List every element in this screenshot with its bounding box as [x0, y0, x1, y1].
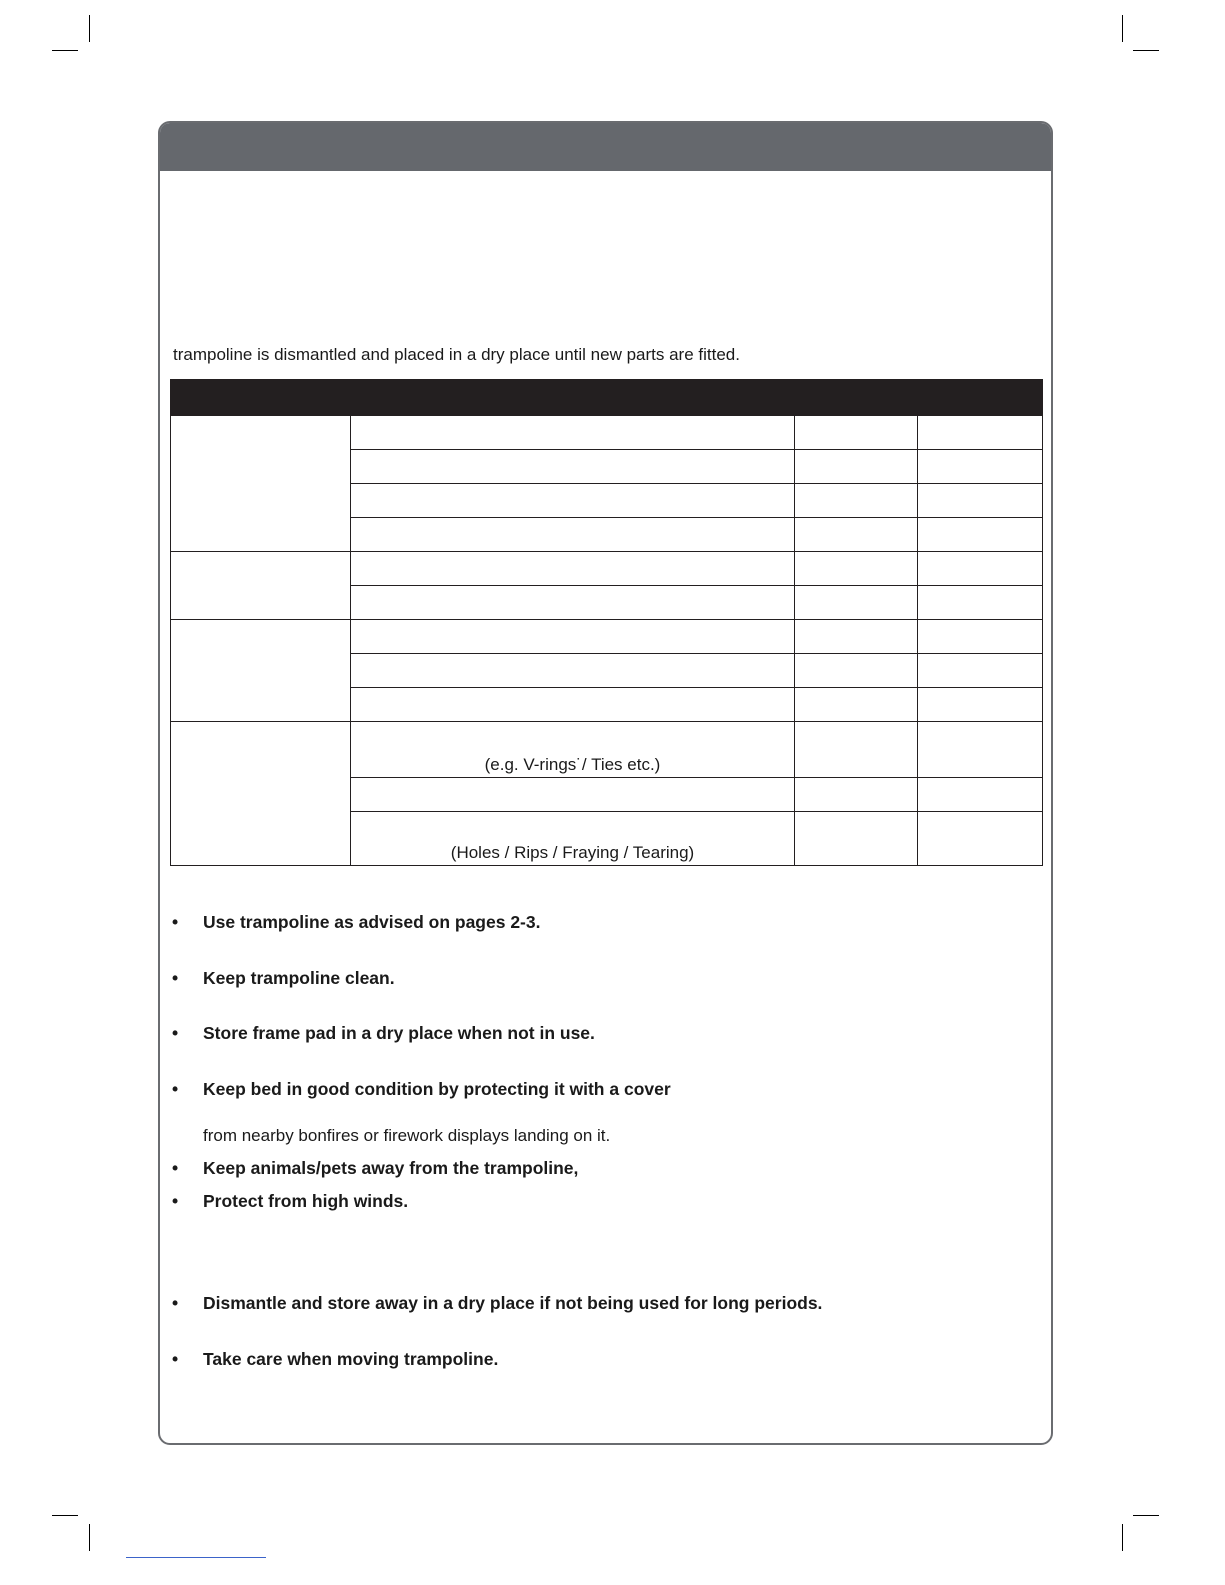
check-box-cell	[918, 484, 1043, 518]
check-box-cell	[795, 620, 918, 654]
check-box-cell	[795, 484, 918, 518]
bullet-marker: •	[172, 1158, 179, 1178]
list-item	[172, 1023, 595, 1044]
list-item-text: Use trampoline as advised on pages 2-3.	[203, 912, 541, 932]
bullet-marker: •	[172, 968, 179, 988]
table-header-cell	[918, 380, 1043, 416]
check-box-cell	[918, 518, 1043, 552]
table-row	[171, 620, 1043, 654]
table-row	[171, 552, 1043, 586]
bullet-marker: •	[172, 1023, 179, 1043]
check-box-cell	[795, 518, 918, 552]
check-box-cell	[795, 450, 918, 484]
check-item-cell	[351, 586, 795, 620]
check-item-cell	[351, 518, 795, 552]
check-box-cell	[795, 552, 918, 586]
list-item	[172, 912, 540, 933]
bullet-marker: •	[172, 1349, 179, 1369]
list-item	[172, 1191, 408, 1212]
bed-damage-note-cell: (Holes / Rips / Fraying / Tearing)	[351, 812, 795, 866]
crop-mark	[1122, 1524, 1123, 1551]
check-box-cell	[918, 586, 1043, 620]
table-header-cell	[795, 380, 918, 416]
crop-mark	[1133, 50, 1159, 51]
bullet-marker: •	[172, 1293, 179, 1313]
check-box-cell	[918, 416, 1043, 450]
continuation-text: from nearby bonfires or firework displays landing on it.	[203, 1126, 611, 1145]
list-item-text: Keep bed in good condition by protecting it with a cover	[203, 1079, 671, 1099]
check-box-cell	[918, 654, 1043, 688]
group-cell	[171, 620, 351, 722]
check-box-cell	[795, 778, 918, 812]
check-box-cell	[918, 450, 1043, 484]
crop-mark	[1133, 1515, 1159, 1516]
panel-header-bar	[160, 123, 1051, 171]
crop-mark	[89, 15, 90, 42]
crop-mark	[52, 50, 78, 51]
check-item-cell	[351, 778, 795, 812]
list-item-text: Take care when moving trampoline.	[203, 1349, 499, 1369]
check-box-cell	[918, 812, 1043, 866]
group-cell	[171, 722, 351, 866]
check-box-cell	[918, 688, 1043, 722]
check-box-cell	[795, 722, 918, 778]
table-header-cell	[351, 380, 795, 416]
check-box-cell	[795, 586, 918, 620]
list-item	[172, 968, 395, 989]
crop-mark	[1122, 15, 1123, 42]
list-item	[172, 1349, 498, 1370]
crop-mark	[89, 1524, 90, 1551]
intro-text: trampoline is dismantled and placed in a dry place until new parts are fitted.	[173, 345, 740, 364]
check-item-cell	[351, 450, 795, 484]
table-row	[171, 722, 1043, 778]
group-cell	[171, 552, 351, 620]
check-box-cell	[918, 722, 1043, 778]
check-item-cell	[351, 654, 795, 688]
bullet-marker: •	[172, 1191, 179, 1211]
list-item-text: Keep animals/pets away from the trampoline,	[203, 1158, 579, 1178]
list-item	[172, 1158, 578, 1179]
check-item-cell	[351, 484, 795, 518]
crop-mark	[52, 1515, 78, 1516]
check-box-cell	[795, 654, 918, 688]
list-item-text: Dismantle and store away in a dry place if not being used for long periods.	[203, 1293, 823, 1313]
list-item	[172, 1293, 822, 1314]
footer-rule	[126, 1557, 266, 1558]
check-box-cell	[795, 812, 918, 866]
table-header-cell	[171, 380, 351, 416]
ties-note-cell: (e.g. V-rings˙/ Ties etc.)	[351, 722, 795, 778]
bullet-marker: •	[172, 912, 179, 932]
check-item-cell	[351, 688, 795, 722]
check-box-cell	[795, 688, 918, 722]
check-item-cell	[351, 416, 795, 450]
table-header-row	[171, 380, 1043, 416]
check-box-cell	[918, 778, 1043, 812]
check-item-cell	[351, 552, 795, 586]
list-item-text: Store frame pad in a dry place when not in use.	[203, 1023, 595, 1043]
table-row	[171, 416, 1043, 450]
list-item-text: Protect from high winds.	[203, 1191, 409, 1211]
bullet-marker: •	[172, 1079, 179, 1099]
inspection-table	[170, 379, 1043, 866]
list-item-text: Keep trampoline clean.	[203, 968, 395, 988]
check-item-cell	[351, 620, 795, 654]
check-box-cell	[795, 416, 918, 450]
group-cell	[171, 416, 351, 552]
list-item	[172, 1079, 671, 1100]
check-box-cell	[918, 620, 1043, 654]
check-box-cell	[918, 552, 1043, 586]
